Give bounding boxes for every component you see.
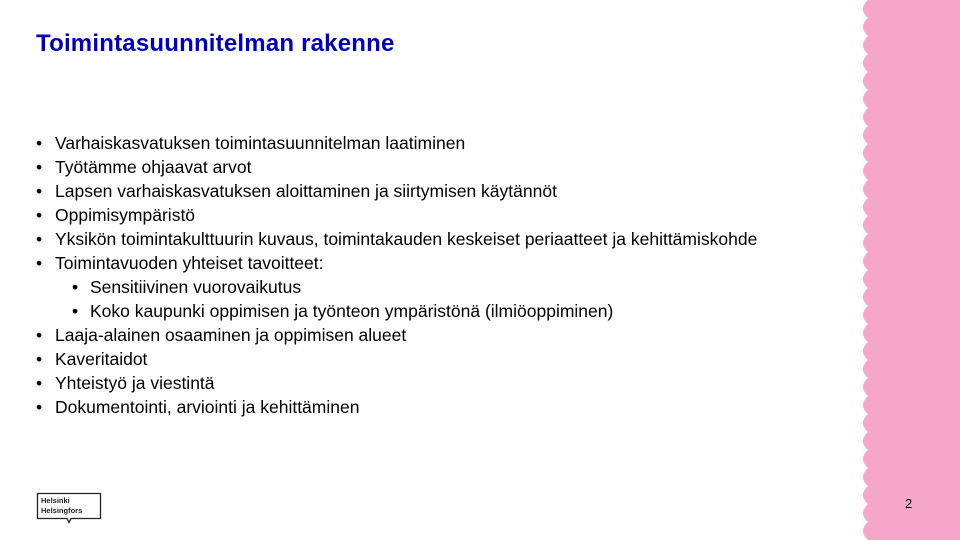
bullet-text: Lapsen varhaiskasvatuksen aloittaminen ja siirtymisen käytännöt xyxy=(55,181,557,201)
page-number: 2 xyxy=(905,496,913,511)
bullet-dot: • xyxy=(36,253,43,273)
bullet-item xyxy=(36,347,757,371)
bullet-dot: • xyxy=(36,397,43,417)
bullet-text: Työtämme ohjaavat arvot xyxy=(55,157,252,177)
bullet-dot: • xyxy=(72,277,79,297)
bullet-item xyxy=(36,179,757,203)
logo-line1: Helsinki xyxy=(41,496,70,505)
bullet-text: Yksikön toimintakulttuurin kuvaus, toimintakauden keskeiset periaatteet ja kehittämiskohde xyxy=(55,229,758,249)
logo-shield-icon xyxy=(36,492,102,524)
sub-bullet-item xyxy=(36,275,757,299)
bullet-text: Yhteistyö ja viestintä xyxy=(55,373,215,393)
bullet-text: Sensitiivinen vuorovaikutus xyxy=(90,277,302,297)
bullet-text: Kaveritaidot xyxy=(55,349,148,369)
sub-bullet-item xyxy=(36,299,757,323)
bullet-dot: • xyxy=(36,349,43,369)
bullet-item xyxy=(36,323,757,347)
slide-title: Toimintasuunnitelman rakenne xyxy=(36,30,395,57)
bullet-dot: • xyxy=(72,301,79,321)
bullet-dot: • xyxy=(36,229,43,249)
bullet-dot: • xyxy=(36,205,43,225)
bullet-dot: • xyxy=(36,373,43,393)
bullet-item xyxy=(36,371,757,395)
bullet-item xyxy=(36,155,757,179)
bullet-dot: • xyxy=(36,157,43,177)
wave-border-decoration xyxy=(860,0,960,540)
bullet-dot: • xyxy=(36,181,43,201)
bullet-text: Toimintavuoden yhteiset tavoitteet: xyxy=(55,253,324,273)
bullet-item xyxy=(36,203,757,227)
bullet-text: Koko kaupunki oppimisen ja työnteon ympäristönä (ilmiöoppiminen) xyxy=(90,301,614,321)
bullet-item xyxy=(36,131,757,155)
helsinki-logo xyxy=(36,492,102,524)
bullet-text: Oppimisympäristö xyxy=(55,205,196,225)
bullet-item xyxy=(36,227,757,251)
bullet-list xyxy=(36,131,757,419)
bullet-dot: • xyxy=(36,325,43,345)
logo-line2: Helsingfors xyxy=(41,506,83,515)
bullet-item xyxy=(36,251,757,275)
bullet-item xyxy=(36,395,757,419)
wave-shape xyxy=(863,0,960,540)
bullet-text: Varhaiskasvatuksen toimintasuunnitelman laatiminen xyxy=(55,133,466,153)
bullet-text: Laaja-alainen osaaminen ja oppimisen alueet xyxy=(55,325,407,345)
bullet-dot: • xyxy=(36,133,43,153)
bullet-text: Dokumentointi, arviointi ja kehittäminen xyxy=(55,397,360,417)
